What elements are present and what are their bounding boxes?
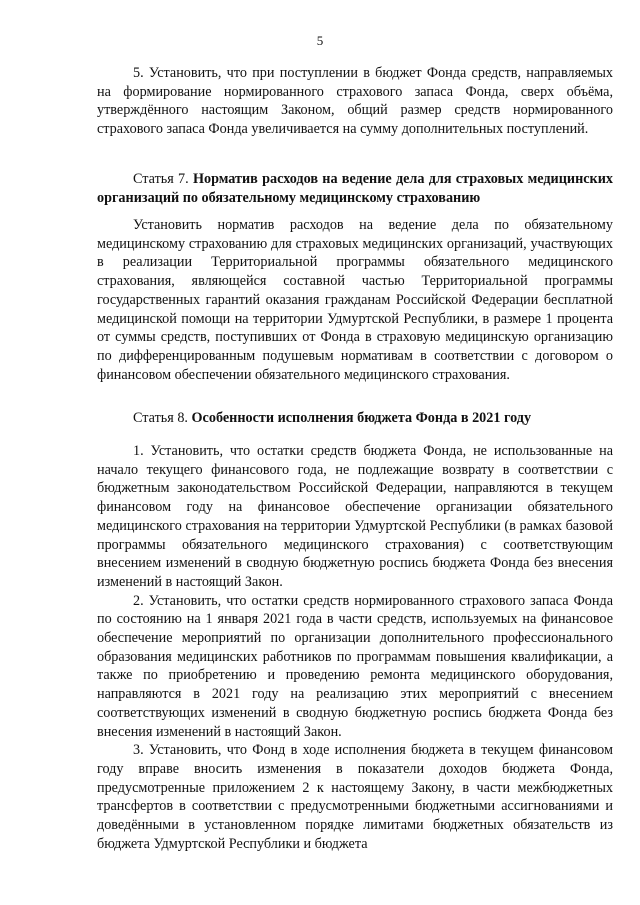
clause-5 bbox=[97, 64, 613, 139]
article-8-clause-2: 2. Установить, что остатки средств нормированного страхового запаса Фонда по состоянию на 1 января 2021 года в части средств, используемых на финансовое обеспечение мероприятий по организации дополнительного профессионального образования медицинских работников по программам повышения квалификации, а также по приобретению и проведению ремонта медицинского оборудования, направляются в 2021 году на реализацию этих мероприятий с внесением соответствующих изменений в сводную бюджетную роспись бюджета Фонда без внесения изменений в настоящий Закон. bbox=[97, 592, 613, 740]
article-7-body bbox=[97, 216, 613, 384]
clause-5-text: 5. Установить, что при поступлении в бюджет Фонда средств, направляемых на формирование нормированного страхового запаса Фонда, сверх объёма, утверждённого настоящим Законом, общий размер средств нормированного страхового запаса Фонда увеличивается на сумму дополнительных поступлений. bbox=[97, 65, 613, 138]
article-8-title: Особенности исполнения бюджета Фонда в 2021 году bbox=[191, 410, 532, 426]
article-7-text: Установить норматив расходов на ведение дела по обязательному медицинскому страхованию для страховых медицинских организаций, участвующих в реализации Территориальной программы обязательного медицинского страхования, являющейся составной частью Территориальной программы государственных гарантий оказания гражданам Российской Федерации бесплатной медицинской помощи на территории Удмуртской Республики, в размере 1 процента от суммы средств, поступивших от Фонда в страховую медицинскую организацию по дифференцированным подушевым нормативам в соответствии с договором о финансовом обеспечении обязательного медицинского страхования. bbox=[97, 217, 613, 383]
article-8-clause-3: 3. Установить, что Фонд в ходе исполнения бюджета в текущем финансовом году вправе вносить изменения в показатели доходов бюджета Фонда, предусмотренные приложением 2 к настоящему Закону, в части межбюджетных трансфертов в соответствии с предусмотренными бюджетными ассигнованиями и доведёнными в установленном порядке лимитами бюджетных обязательств из бюджета Удмуртской Республики и бюджета bbox=[97, 742, 613, 852]
article-7-title: Норматив расходов на ведение дела для страховых медицинских организаций по обязательному медицинскому страхованию bbox=[97, 171, 613, 206]
article-8-label: Статья 8. bbox=[133, 410, 192, 426]
page-number: 5 bbox=[316, 33, 324, 48]
article-7-label: Статья 7. bbox=[133, 171, 193, 187]
article-8-body bbox=[97, 442, 613, 853]
article-8-clause-1: 1. Установить, что остатки средств бюджета Фонда, не использованные на начало текущего финансового года, не подлежащие возврату в соответствии с бюджетным законодательством Российской Федерации, направляются в текущем финансовом году на финансовое обеспечение организации обязательного медицинского страхования на территории Удмуртской Республики (в рамках базовой программы обязательного медицинского страхования) с соответствующим внесением изменений в сводную бюджетную роспись бюджета Фонда без внесения изменений в настоящий Закон. bbox=[97, 443, 613, 590]
article-8-heading bbox=[97, 409, 613, 428]
article-7-heading bbox=[97, 170, 613, 207]
